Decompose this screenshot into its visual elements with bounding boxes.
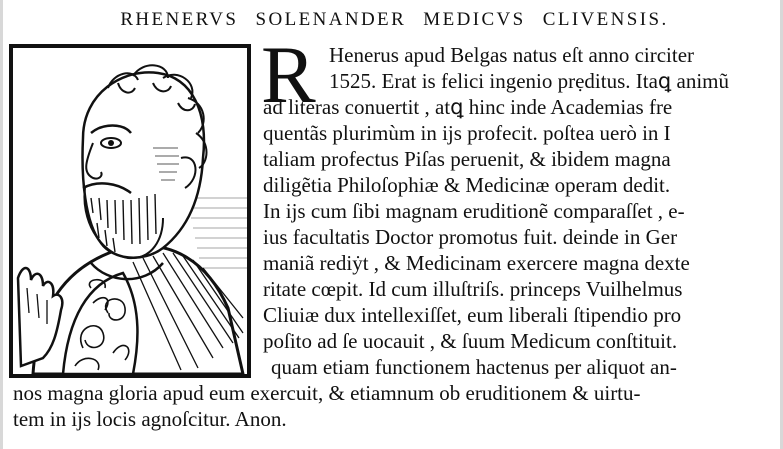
woodcut-portrait: [9, 44, 251, 378]
text-line: diligẽtia Philoſophiæ & Medicinæ operam dedit.: [263, 173, 671, 197]
drop-cap-initial: R: [261, 29, 316, 120]
text-line: ius facultatis Doctor promotus fuit. deinde in Ger: [263, 225, 678, 249]
text-line: tem in ijs locis agnoſcitur. Anon.: [13, 407, 287, 431]
text-line: taliam profectus Piſas peruenit, & ibidem magna: [263, 147, 671, 171]
text-line: ad literas conuertit , atꝗ hinc inde Academias fre: [263, 95, 673, 119]
text-line: poſito ad ſe uocauit , & ſuum Medicum conſtituit.: [263, 329, 678, 353]
text-line: quam etiam functionem hactenus per aliquot an-: [271, 355, 677, 379]
text-line: quentãs plurimùm in ijs profecit. poſtea uerò in I: [263, 121, 671, 145]
text-line: In ijs cum ſibi magnam eruditionẽ comparaſſet , e-: [263, 199, 685, 223]
text-line: Henerus apud Belgas natus eſt anno circiter: [329, 43, 695, 67]
text-line: 1525. Erat is felici ingenio prẹditus. Itaꝗ animũ: [329, 69, 729, 93]
text-line: ritate cœpit. Id cum illuſtriſs. princeps Vuilhelmus: [263, 277, 683, 301]
text-line: nos magna gloria apud eum exercuit, & etiamnum ob eruditionem & uirtu-: [13, 381, 641, 405]
page-title: RHENERVS SOLENANDER MEDICVS CLIVENSIS.: [120, 9, 669, 30]
text-line: Cliuiæ dux intellexiſſet, eum liberali ſtipendio pro: [263, 303, 682, 327]
text-line: maniã rediẏt , & Medicinam exercere magna dexte: [263, 251, 690, 275]
